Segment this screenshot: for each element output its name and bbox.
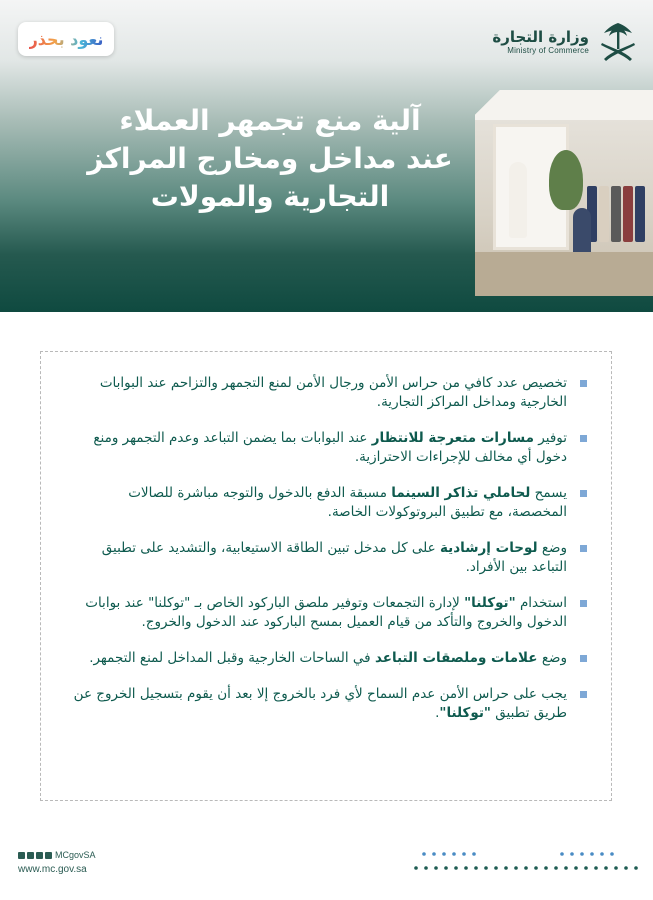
list-item: تخصيص عدد كافي من حراس الأمن ورجال الأمن لمنع التجمهر والتزاحم عند البوابات الخارجية ومداخل المراكز التجارية. — [67, 374, 589, 412]
header-banner — [0, 0, 653, 312]
ministry-name-en: Ministry of Commerce — [507, 45, 589, 55]
youtube-icon — [45, 852, 52, 859]
social-handle-text: MCgovSA — [55, 850, 96, 860]
website-url: www.mc.gov.sa — [18, 864, 87, 875]
guidelines-box — [40, 351, 612, 801]
list-item: وضع علامات وملصقات التباعد في الساحات الخارجية وقبل المداخل لمنع التجمهر. — [67, 649, 589, 668]
title-line-2: عند مداخل ومخارج المراكز — [87, 142, 453, 175]
clothing-store-photo — [475, 90, 653, 296]
ministry-name-ar: وزارة التجارة — [492, 27, 589, 46]
list-item: وضع لوحات إرشادية على كل مدخل تبين الطاقة الاستيعابية، والتشديد على تطبيق التباعد بين الأفراد. — [67, 539, 589, 577]
social-handle — [18, 850, 96, 860]
title-line-1: آلية منع تجمهر العملاء — [119, 104, 421, 137]
facebook-icon — [27, 852, 34, 859]
campaign-logo-text: نعود بحذر — [28, 29, 104, 49]
list-item: توفير مسارات متعرجة للانتظار عند البوابات بما يضمن التباعد وعدم التجمهر ومنع دخول أي مخالف للإجراءات الاحترازية. — [67, 429, 589, 467]
page-title — [80, 102, 460, 216]
list-item: يجب على حراس الأمن عدم السماح لأي فرد بالخروج إلا بعد أن يقوم بتسجيل الخروج عن طريق تطبيق "توكلنا". — [67, 685, 589, 723]
title-line-3: التجارية والمولات — [150, 180, 390, 213]
campaign-logo — [18, 22, 114, 56]
instagram-icon — [36, 852, 43, 859]
guidelines-list — [67, 374, 589, 740]
list-item: استخدام "توكلنا" لإدارة التجمعات وتوفير ملصق الباركود الخاص بـ "توكلنا" عند بوابات الدخول والخروج والتأكد من قيام العميل بمسح الباركود عند الدخول والخروج. — [67, 594, 589, 632]
palm-swords-emblem-icon — [597, 18, 639, 64]
twitter-icon — [18, 852, 25, 859]
ministry-logo — [492, 16, 639, 66]
list-item: يسمح لحاملي تذاكر السينما مسبقة الدفع بالدخول والتوجه مباشرة للصالات المخصصة، مع تطبيق البروتوكولات الخاصة. — [67, 484, 589, 522]
decorative-dots — [412, 850, 642, 872]
